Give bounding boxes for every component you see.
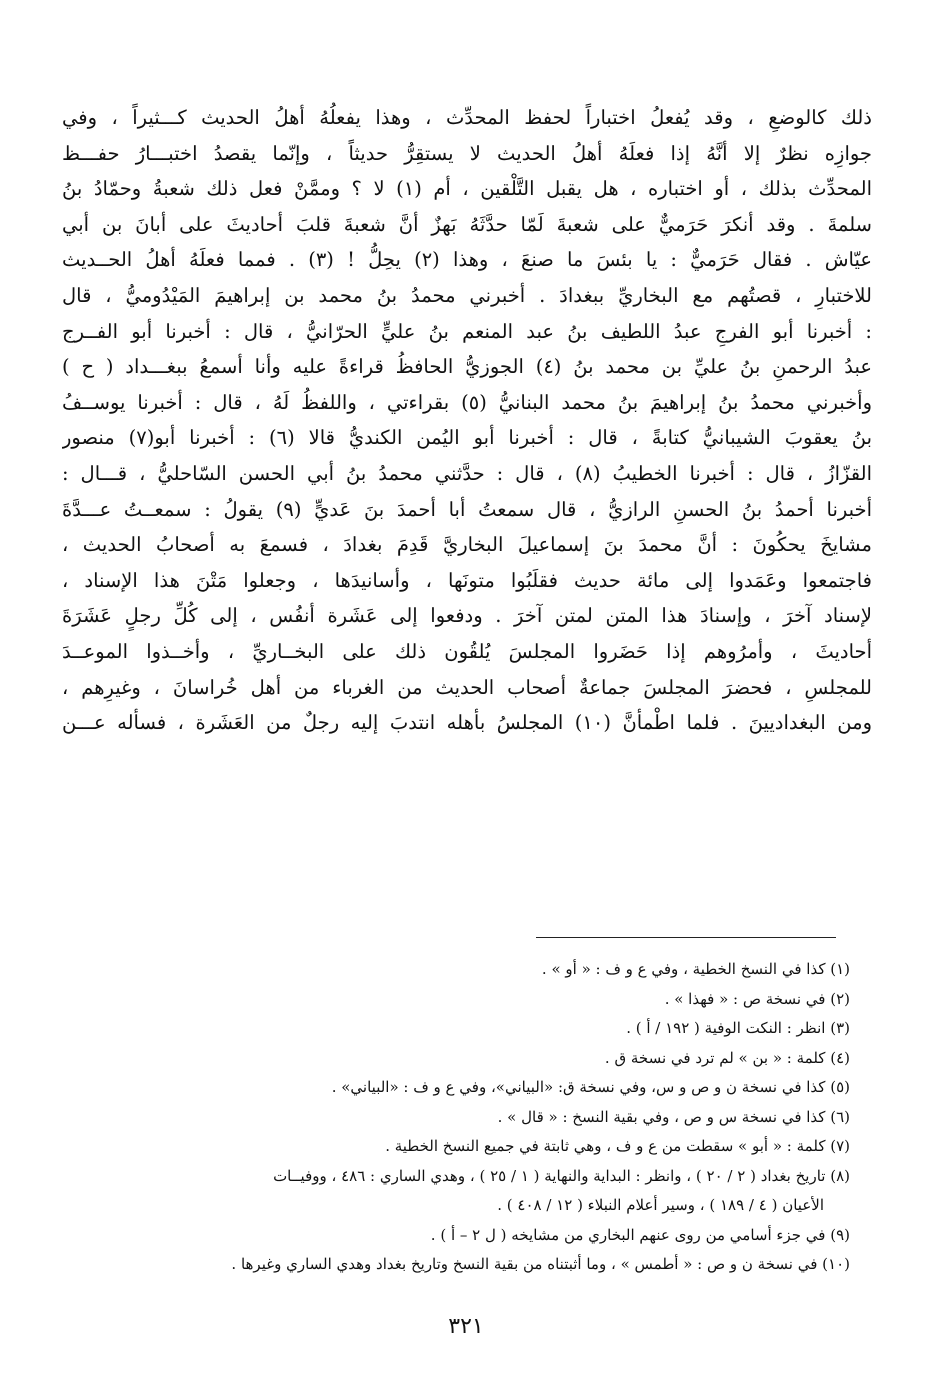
footnote: (٣) انظر : النكت الوفية ( ١٩٢ / أ ) .	[626, 1019, 850, 1037]
footnotes	[60, 955, 850, 1280]
text-line: لإسناد آخرَ ، وإسنادَ هذا المتن لمتن آخرَ . ودفعوا إلى عَشَرة أنفُس ، إلى كُلِّ رجلٍ عَشَرَةَ	[62, 604, 872, 628]
footnote: (٩) في جزء أسامي من روى عنهم البخاري من مشايخه ( ل ٢ – أ ) .	[430, 1225, 850, 1244]
footnote: (١) كذا في النسخ الخطية ، وفي ع و ف : « أو » .	[541, 960, 850, 978]
text-line: أخبرنا أحمدُ بنُ الحسنِ الرازيُّ ، قال سمعتُ أبا أحمدَ بنَ عَديٍّ (٩) يقولُ : سمعــتُ عـــدَّةَ	[62, 497, 872, 521]
footnote-continuation: الأعيان ( ٤ / ١٨٩ ) ، وسير أعلام النبلاء ( ١٢ / ٤٠٨ ) .	[497, 1196, 824, 1214]
text-line: فاجتمعوا وعَمَدوا إلى مائة حديث فقلَبُوا متونَها ، وأسانيدَها ، وجعلوا مَتْنَ هذا الإسناد ،	[62, 568, 872, 592]
text-line: عيّاش . فقال حَرَميٌّ : يا بئسَ ما صنعَ ، وهذا (٢) يحِلُّ ! (٣) . فمما فعلَهُ أهلُ الحــديث	[62, 248, 872, 272]
text-line: مشايخَ يحكُونَ : أنَّ محمدَ بنَ إسماعيلَ البخاريَّ قَدِمَ بغدادَ ، فسمعَ به أصحابُ الحديث ،	[62, 533, 872, 557]
footnote: (٤) كلمة : « بن » لم ترد في نسخة ق .	[604, 1048, 850, 1067]
footnote: (٨) تاريخ بغداد ( ٢ / ٢٠ ) ، وانظر : البداية والنهاية ( ١ / ٢٥ ) ، وهدي الساري : ٤٨٦ ، ووفيــات	[273, 1166, 850, 1185]
footnote-divider	[536, 937, 836, 938]
text-line: وأخبرني محمدُ بنُ إبراهيمَ بنُ محمد البنانيُّ (٥) بقراءتي ، واللفظُ لَهُ ، قال : أخبرنا يوســفُ	[62, 390, 872, 414]
text-line: جوازِه نظرٌ إلا أنَّهُ إذا فعلَهُ أهلُ الحديث لا يستقِرُّ حديثاً ، وإنّما يقصدُ اختبـــارُ حفـــظ	[62, 141, 872, 165]
footnote: (٢) في نسخة ص : « فهذا » .	[664, 989, 850, 1008]
text-line: : أخبرنا أبو الفرجِ عبدُ اللطيف بنُ عبد المنعم بنُ عليٍّ الحرّانيُّ ، قال : أخبرنا أبو الفــرج	[62, 319, 872, 343]
text-line: عبدُ الرحمنِ بنُ عليِّ بن محمد بنُ (٤) الجوزيُّ الحافظُ قراءةً عليه وأنا أسمعُ ببغـــداد ( ح )	[62, 355, 872, 379]
footnote: (٧) كلمة : « أبو » سقطت من ع و ف ، وهي ثابتة في جميع النسخ الخطية .	[385, 1137, 850, 1155]
text-line: المحدِّث بذلك ، أو اختباره ، هل يقبل التَّلْقين ، أم (١) لا ؟ وممَّنْ فعل ذلك شعبةُ وحمّادُ بنُ	[62, 177, 872, 201]
text-line: سلمةَ . وقد أنكرَ حَرَميٌّ على شعبةَ لَمّا حدَّثَهُ بَهزٌ أنَّ شعبةَ قلبَ أحاديثَ على أبانَ بن أبي	[62, 212, 872, 236]
text-line: ومن البغداديينَ . فلما اطْمأنَّ (١٠) المجلسُ بأهله انتدبَ إليه رجلٌ من العَشَرة ، فسأله عـــن	[62, 711, 872, 735]
footnote: (٥) كذا في نسخة ن و ص و س، وفي نسخة ق: «البياني»، وفي ع و ف : «البياني» .	[331, 1078, 850, 1096]
text-line: للمجلسِ ، فحضرَ المجلسَ جماعةٌ أصحاب الحديث من الغرباء من أهل خُراسانَ ، وغيرِهم ،	[62, 675, 872, 699]
footnote: (١٠) في نسخة ن و ص : « أطمس » ، وما أثبتناه من بقية النسخ وتاريخ بغداد وهدي الساري وغيرها .	[231, 1255, 850, 1273]
footnote: (٦) كذا في نسخة س و ص ، وفي بقية النسخ : « قال » .	[497, 1107, 850, 1126]
main-text	[62, 100, 872, 741]
text-line: القزّازُ ، قال : أخبرنا الخطيبُ (٨) ، قال : حدَّثني محمدُ بنُ أبي الحسن السّاحليُّ ، قـــال :	[62, 461, 872, 485]
text-line: أحاديثَ ، وأمرُوهم إذا حَضَروا المجلسَ يُلقُون ذلك على البخــاريِّ ، وأخــذوا الموعــدَ	[62, 639, 872, 663]
text-line: بنُ يعقوبَ الشيبانيُّ كتابةً ، قال : أخبرنا أبو اليُمن الكنديُّ قالا (٦) : أخبرنا أبو(٧) منصور	[62, 426, 872, 450]
text-line: للاختبارِ ، قصتُهم مع البخاريِّ ببغدادَ . أخبرني محمدُ بنُ محمد بن إبراهيمَ المَيْدُوميُّ ، قال	[62, 283, 872, 307]
text-line: ذلك كالوضعِ ، وقد يُفعلُ اختباراً لحفظ المحدِّث ، وهذا يفعلُهُ أهلُ الحديث كـــثيراً ، وفي	[62, 106, 872, 129]
page-number: ٣٢١	[448, 1314, 484, 1339]
